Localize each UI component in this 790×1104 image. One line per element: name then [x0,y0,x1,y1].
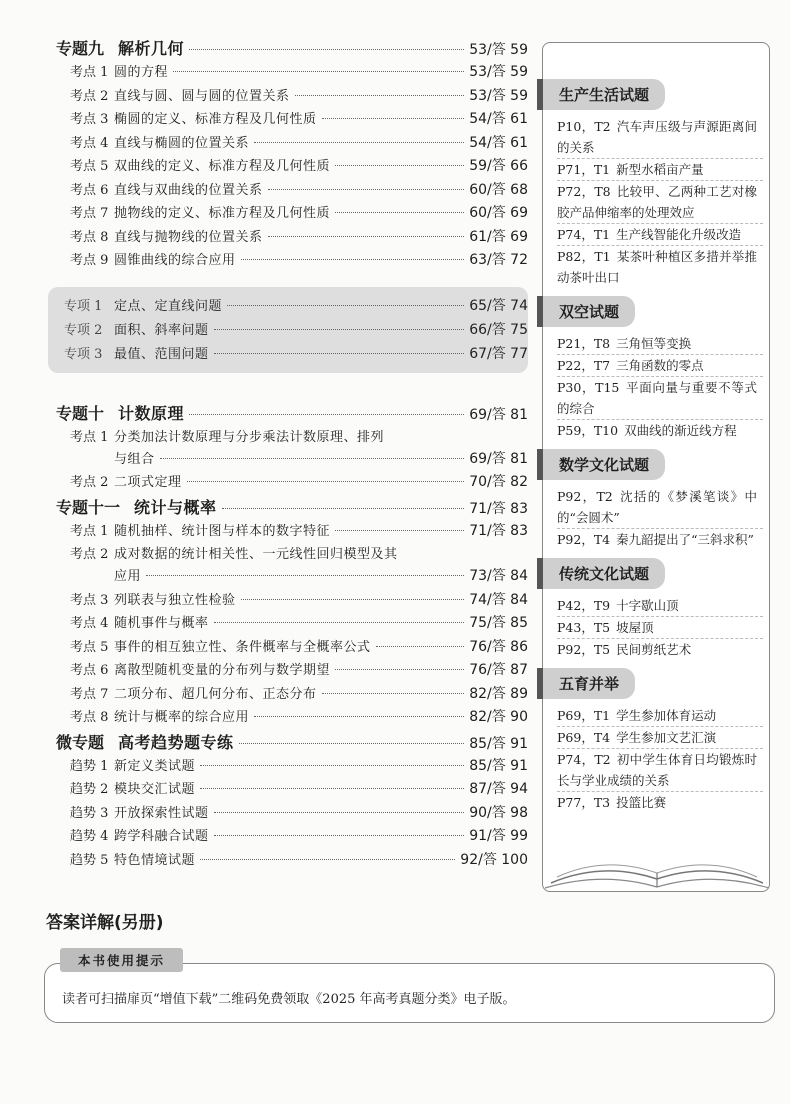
toc-entry[interactable] [56,471,528,495]
item-text: 初中学生体育日均锻炼时长与学业成绩的关系 [557,752,757,788]
sidebar-category [557,441,763,550]
toc-entry[interactable] [56,249,528,273]
leader-dots [146,575,464,576]
page-ref: 66/答 75 [469,321,528,338]
entry-number: 趋势 5 [70,852,109,868]
leader-dots [200,765,464,766]
toc-entry[interactable] [56,520,528,544]
leader-dots [200,788,464,789]
item-text: 沈括的《梦溪笔谈》中的“会圆术” [557,489,757,525]
item-text: 平面向量与重要不等式的综合 [557,380,757,416]
leader-dots [241,599,465,600]
item-ref: P22，T7 [557,358,611,373]
item-ref: P43，T5 [557,620,611,635]
entry-title: 事件的相互独立性、条件概率与全概率公式 [114,639,371,655]
entry-number: 专项 1 [64,298,103,314]
page-ref: 76/答 87 [469,662,528,678]
leader-dots [268,236,465,237]
open-book-decoration [543,831,771,891]
page-ref: 73/答 84 [469,568,528,584]
sidebar-item[interactable] [557,355,763,377]
entry-title: 随机抽样、统计图与样本的数字特征 [114,523,331,539]
entry-title: 分类加法计数原理与分步乘法计数原理、排列 [114,429,385,445]
page-ref: 76/答 86 [469,638,528,655]
entry-number: 趋势 1 [70,758,109,774]
page-ref: 87/答 94 [469,781,528,797]
topic-row[interactable] [56,730,528,755]
toc-entry[interactable] [56,295,528,319]
sidebar-category [557,71,763,288]
toc-entry[interactable] [56,108,528,132]
topic-title: 解析几何 [118,39,185,58]
leader-dots [189,49,464,50]
toc-entry[interactable] [56,226,528,250]
item-text: 三角函数的零点 [616,358,704,373]
leader-dots [241,259,465,260]
item-text: 坡屋顶 [616,620,654,635]
tip-label: 本书使用提示 [60,948,183,972]
sidebar-item[interactable] [557,727,763,749]
leader-dots [173,71,464,72]
entry-number: 考点 2 [70,475,109,490]
page-ref: 54/答 61 [469,134,528,151]
item-ref: P72，T8 [557,184,611,199]
item-text: 十字歇山顶 [616,598,679,613]
sidebar-item[interactable] [557,420,763,441]
sidebar-item[interactable] [557,181,763,224]
page-ref: 65/答 74 [469,297,528,314]
item-ref: P42，T9 [557,598,611,613]
leader-dots [239,743,465,744]
page-ref: 85/答 91 [469,757,528,774]
page-ref: 69/答 81 [469,406,528,423]
leader-dots [200,859,455,860]
micro-points [56,755,528,873]
entry-number: 考点 3 [70,592,109,608]
sidebar-item[interactable] [557,486,763,529]
category-label: 五育并举 [537,668,635,699]
leader-dots [214,622,465,623]
toc-entry[interactable] [56,636,528,660]
leader-dots [214,329,465,330]
sidebar-item[interactable] [557,595,763,617]
sidebar-category [557,288,763,441]
sidebar-item[interactable] [557,639,763,660]
entry-number: 考点 5 [70,159,109,174]
toc-entry[interactable] [56,825,528,849]
page-ref: 82/答 90 [469,709,528,725]
topic-row[interactable] [56,401,528,426]
entry-number: 趋势 3 [70,805,109,821]
leader-dots [335,530,464,531]
page-ref: 61/答 69 [469,228,528,245]
page-ref: 71/答 83 [469,500,528,517]
entry-number: 考点 5 [70,639,109,655]
toc-entry[interactable] [56,343,528,367]
item-ref: P30，T15 [557,380,620,395]
item-ref: P82，T1 [557,249,611,264]
item-ref: P69，T4 [557,730,611,745]
entry-number: 趋势 2 [70,782,109,797]
page-ref: 74/答 84 [469,591,528,608]
entry-title: 圆锥曲线的综合应用 [114,253,236,268]
sidebar-item[interactable] [557,333,763,355]
item-ref: P74，T2 [557,752,611,767]
topic-number: 专题十一 [56,497,121,517]
entry-number: 考点 9 [70,253,109,268]
entry-title: 离散型随机变量的分布列与数学期望 [114,663,331,678]
page-ref: 53/答 59 [469,42,528,58]
page-ref: 53/答 59 [469,87,528,104]
entry-number: 考点 4 [70,135,109,151]
item-text: 学生参加文艺汇演 [616,730,717,745]
entry-title: 二项式定理 [114,475,182,490]
leader-dots [214,353,465,354]
entry-title: 模块交汇试题 [114,782,196,797]
toc-entry[interactable] [56,659,528,683]
leader-dots [187,481,465,482]
entry-number: 考点 2 [70,547,109,562]
entry-title: 跨学科融合试题 [114,829,209,844]
page-ref: 53/答 59 [469,64,528,80]
entry-title: 开放探索性试题 [114,805,209,821]
category-label: 数学文化试题 [537,449,665,480]
sidebar-item[interactable] [557,705,763,727]
entry-number: 考点 6 [70,663,109,678]
entry-title: 列联表与独立性检验 [114,592,236,608]
item-ref: P21，T8 [557,336,611,351]
toc-entry[interactable] [56,683,528,707]
leader-dots [322,118,465,119]
entry-number: 考点 1 [70,65,109,80]
topic-number: 专题十 [56,403,105,423]
entry-title: 面积、斜率问题 [114,322,209,338]
toc-entry-continuation[interactable] [56,448,528,472]
sidebar-category [557,550,763,660]
entry-number: 考点 1 [70,523,109,539]
toc-entry[interactable] [56,155,528,179]
page-ref: 63/答 72 [469,252,528,268]
category-label: 双空试题 [537,296,635,327]
entry-number: 考点 6 [70,182,109,198]
topic11-points [56,589,528,730]
item-text: 某茶叶种植区多措并举推动茶叶出口 [557,249,757,285]
entry-title: 圆的方程 [114,65,169,80]
leader-dots [160,458,465,459]
page-ref: 67/答 77 [469,345,528,362]
item-text: 双曲线的渐近线方程 [624,423,737,438]
page-ref: 69/答 81 [469,450,528,467]
leader-dots [335,212,464,213]
toc-entry[interactable] [56,802,528,826]
entry-number: 考点 7 [70,206,109,221]
entry-number: 考点 2 [70,88,109,104]
item-text: 汽车声压级与声源距离间的关系 [557,119,757,155]
page-ref: 60/答 69 [469,205,528,221]
toc-entry[interactable] [56,589,528,613]
entry-title: 抛物线的定义、标准方程及几何性质 [114,206,331,221]
table-of-contents [56,36,528,872]
leader-dots [295,95,465,96]
page-ref: 70/答 82 [469,474,528,490]
item-ref: P92，T5 [557,642,611,657]
topic-number: 微专题 [56,732,105,752]
page-ref: 92/答 100 [460,851,528,868]
special-items-box [48,287,528,373]
leader-dots [268,189,465,190]
entry-title: 直线与双曲线的位置关系 [114,182,263,198]
topic-title: 高考趋势题专练 [118,732,234,752]
item-ref: P92，T2 [557,489,613,504]
item-ref: P92，T4 [557,532,611,547]
item-ref: P59，T10 [557,423,619,438]
leader-dots [214,835,465,836]
item-text: 生产线智能化升级改造 [616,227,742,242]
page-ref: 90/答 98 [469,804,528,821]
entry-number: 考点 8 [70,229,109,245]
tip-text: 读者可扫描扉页“增值下载”二维码免费领取《2025 年高考真题分类》电子版。 [62,992,516,1007]
entry-title: 统计与概率的综合应用 [114,710,250,725]
toc-entry[interactable] [56,426,528,448]
leader-dots [189,414,464,415]
sidebar-item[interactable] [557,792,763,813]
topic-title: 统计与概率 [134,497,217,517]
item-text: 民间剪纸艺术 [616,642,692,657]
page-ref: 85/答 91 [469,735,528,752]
entry-number: 考点 8 [70,710,109,725]
entry-title: 成对数据的统计相关性、一元线性回归模型及其 [114,547,398,562]
entry-number: 专项 2 [64,322,103,338]
entry-title: 双曲线的定义、标准方程及几何性质 [114,159,331,174]
toc-entry[interactable] [56,612,528,636]
entry-title: 定点、定直线问题 [114,298,223,314]
toc-entry-continuation[interactable] [56,565,528,589]
sidebar-item[interactable] [557,246,763,288]
item-ref: P77，T3 [557,795,611,810]
sidebar-item[interactable] [557,159,763,181]
page-ref: 91/答 99 [469,828,528,844]
toc-entry[interactable] [56,849,528,873]
leader-dots [214,812,465,813]
entry-title: 新定义类试题 [114,758,196,774]
leader-dots [322,693,465,694]
item-ref: P69，T1 [557,708,611,723]
entry-title: 二项分布、超几何分布、正态分布 [114,686,317,702]
topic9-points [56,61,528,273]
page-ref: 59/答 66 [469,158,528,174]
item-text: 学生参加体育运动 [616,708,717,723]
sidebar-item[interactable] [557,224,763,246]
leader-dots [335,165,464,166]
toc-entry[interactable] [56,706,528,730]
topic-number: 专题九 [56,39,105,58]
entry-title: 最值、范围问题 [114,346,209,362]
leader-dots [254,716,464,717]
page-ref: 71/答 83 [469,522,528,539]
entry-title: 直线与抛物线的位置关系 [114,229,263,245]
item-ref: P74，T1 [557,227,611,242]
entry-title: 应用 [114,569,142,584]
topic-title: 计数原理 [118,403,185,423]
sidebar-item[interactable] [557,617,763,639]
item-text: 投篮比赛 [616,795,667,810]
entry-title: 直线与椭圆的位置关系 [114,135,250,151]
page-ref: 82/答 89 [469,685,528,702]
toc-entry[interactable] [56,85,528,109]
page-ref: 54/答 61 [469,111,528,127]
entry-title: 直线与圆、圆与圆的位置关系 [114,88,290,104]
leader-dots [376,646,465,647]
toc-entry[interactable] [56,202,528,226]
entry-number: 趋势 4 [70,829,109,844]
sidebar-panel [542,42,770,892]
sidebar-item[interactable] [557,377,763,420]
toc-entry[interactable] [56,755,528,779]
toc-entry[interactable] [56,319,528,343]
answers-heading: 答案详解(另册) [46,913,164,933]
leader-dots [254,142,464,143]
category-label: 生产生活试题 [537,79,665,110]
toc-entry[interactable] [56,778,528,802]
sidebar-item[interactable] [557,529,763,550]
item-text: 新型水稻亩产量 [616,162,704,177]
entry-title: 与组合 [114,451,155,467]
topic-row[interactable] [56,36,528,61]
leader-dots [227,305,464,306]
entry-number: 考点 7 [70,686,109,702]
item-text: 秦九韶提出了“三斜求积” [616,532,754,547]
sidebar-categories [557,71,763,813]
sidebar-category [557,660,763,813]
topic-row[interactable] [56,495,528,520]
entry-title: 随机事件与概率 [114,616,209,631]
leader-dots [222,508,465,509]
toc-entry[interactable] [56,179,528,203]
toc-entry[interactable] [56,543,528,565]
sidebar-item[interactable] [557,116,763,159]
toc-entry[interactable] [56,61,528,85]
leader-dots [335,669,464,670]
entry-number: 考点 3 [70,112,109,127]
item-text: 比较甲、乙两种工艺对橡胶产品伸缩率的处理效应 [557,184,757,220]
page-ref: 75/答 85 [469,615,528,631]
toc-entry[interactable] [56,132,528,156]
category-label: 传统文化试题 [537,558,665,589]
page-ref: 60/答 68 [469,181,528,198]
item-text: 三角恒等变换 [616,336,692,351]
item-ref: P71，T1 [557,162,611,177]
item-ref: P10，T2 [557,119,611,134]
entry-number: 专项 3 [64,346,103,362]
entry-number: 考点 1 [70,429,109,445]
special-items [56,295,528,367]
sidebar-item[interactable] [557,749,763,792]
entry-number: 考点 4 [70,616,109,631]
entry-title: 特色情境试题 [114,852,196,868]
entry-title: 椭圆的定义、标准方程及几何性质 [114,112,317,127]
